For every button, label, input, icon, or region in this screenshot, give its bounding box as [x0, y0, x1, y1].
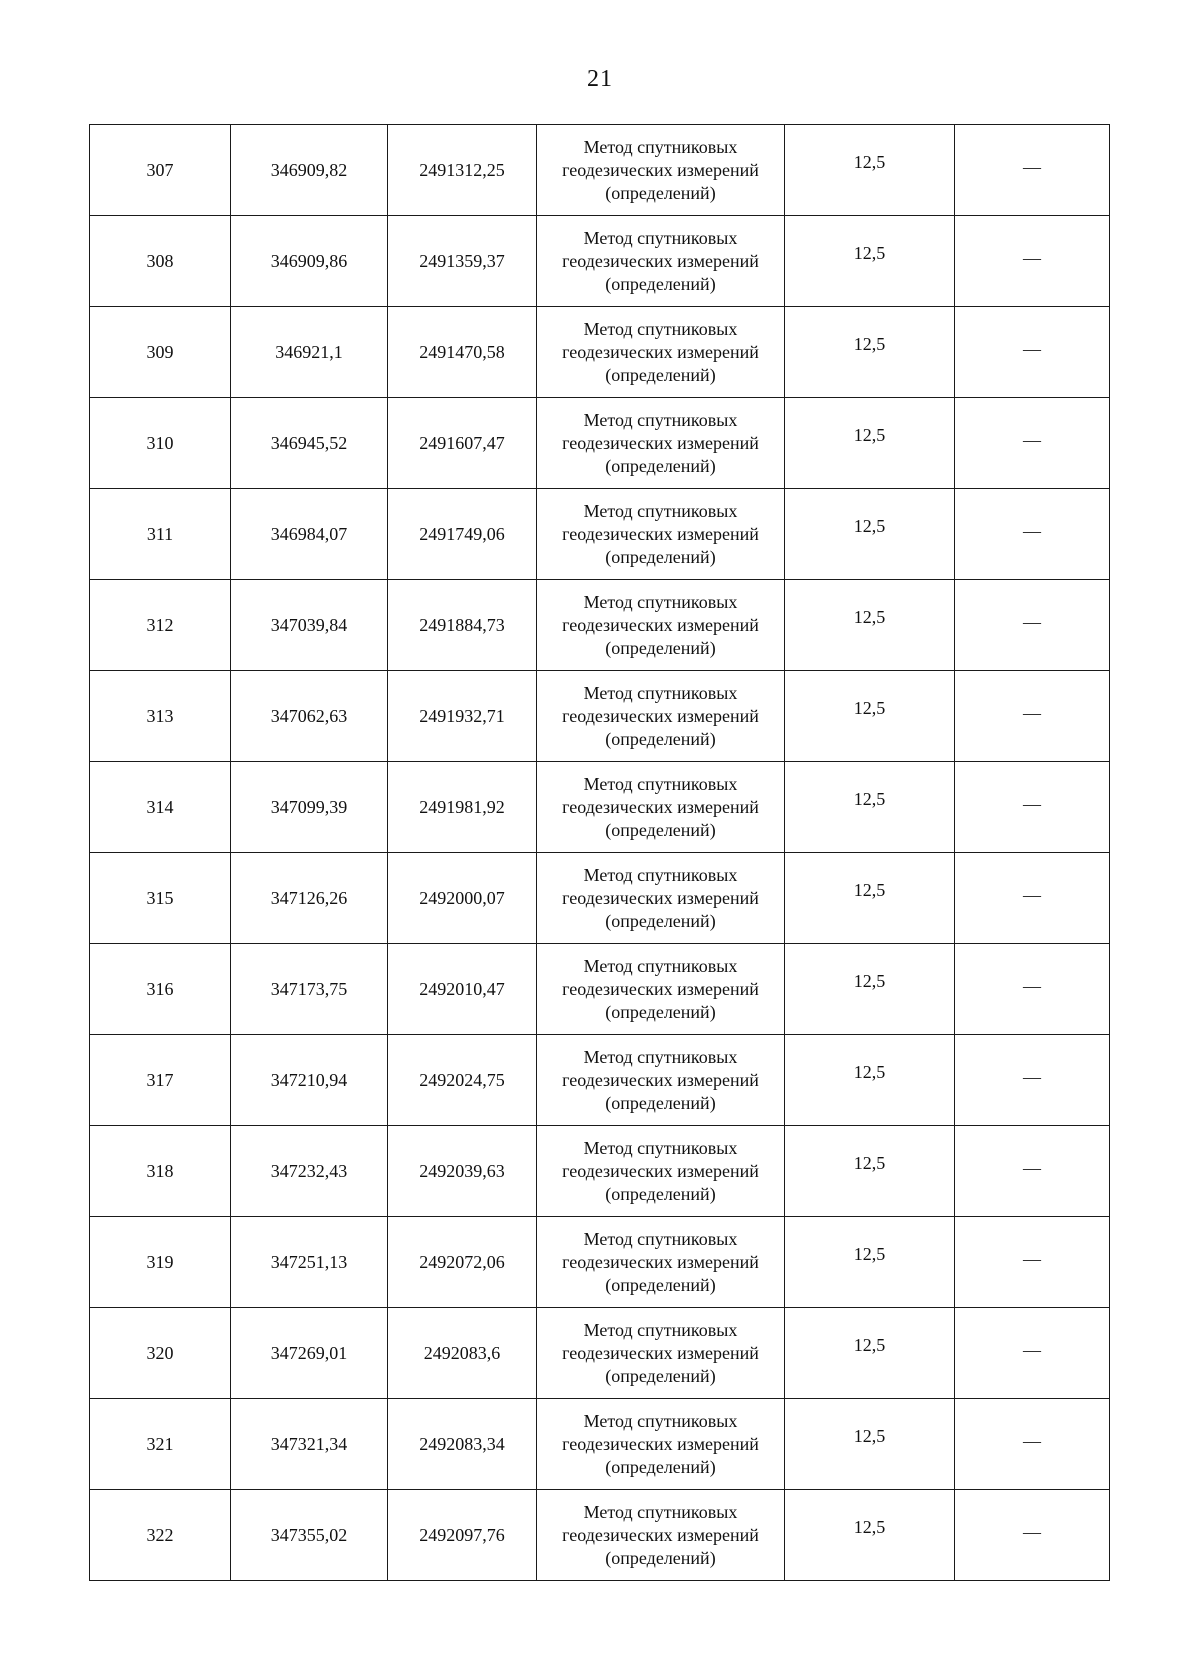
- y-coordinate-cell: [388, 944, 537, 1035]
- note-text: —: [1023, 884, 1041, 905]
- x-coordinate-cell: [231, 216, 388, 307]
- x-coordinate-cell: [231, 125, 388, 216]
- point-number-text: 318: [146, 1160, 174, 1181]
- y-coordinate-cell: [388, 853, 537, 944]
- point-number-cell: [90, 580, 231, 671]
- note-cell: [955, 671, 1110, 762]
- method-text: Метод спутниковых геодезических измерений (определений): [562, 1228, 759, 1295]
- accuracy-cell: [785, 398, 955, 489]
- method-text: Метод спутниковых геодезических измерений (определений): [562, 773, 759, 840]
- y-coordinate-cell: [388, 671, 537, 762]
- point-number-text: 321: [146, 1433, 174, 1454]
- method-cell: [537, 1217, 785, 1308]
- accuracy-text: 12,5: [853, 1152, 886, 1173]
- table-row: [90, 216, 1110, 307]
- table-row: [90, 762, 1110, 853]
- x-coordinate-text: 347355,02: [270, 1524, 348, 1545]
- x-coordinate-cell: [231, 1308, 388, 1399]
- note-text: —: [1023, 520, 1041, 541]
- y-coordinate-cell: [388, 1490, 537, 1581]
- note-text: —: [1023, 1430, 1041, 1451]
- note-cell: [955, 398, 1110, 489]
- method-cell: [537, 398, 785, 489]
- note-cell: [955, 307, 1110, 398]
- accuracy-text: 12,5: [853, 1516, 886, 1537]
- accuracy-text: 12,5: [853, 697, 886, 718]
- point-number-text: 319: [146, 1251, 174, 1272]
- point-number-cell: [90, 1217, 231, 1308]
- accuracy-cell: [785, 580, 955, 671]
- method-cell: [537, 125, 785, 216]
- point-number-text: 312: [146, 614, 174, 635]
- accuracy-cell: [785, 1035, 955, 1126]
- y-coordinate-cell: [388, 580, 537, 671]
- y-coordinate-cell: [388, 1126, 537, 1217]
- x-coordinate-cell: [231, 671, 388, 762]
- x-coordinate-text: 347210,94: [270, 1069, 348, 1090]
- method-cell: [537, 307, 785, 398]
- method-text: Метод спутниковых геодезических измерений (определений): [562, 864, 759, 931]
- point-number-text: 311: [146, 523, 174, 544]
- y-coordinate-text: 2492072,06: [419, 1251, 505, 1272]
- x-coordinate-text: 346921,1: [275, 341, 343, 362]
- x-coordinate-cell: [231, 398, 388, 489]
- x-coordinate-cell: [231, 1035, 388, 1126]
- accuracy-cell: [785, 762, 955, 853]
- x-coordinate-cell: [231, 1126, 388, 1217]
- y-coordinate-text: 2492097,76: [419, 1524, 505, 1545]
- point-number-text: 320: [146, 1342, 174, 1363]
- y-coordinate-cell: [388, 762, 537, 853]
- y-coordinate-text: 2491749,06: [419, 523, 505, 544]
- y-coordinate-text: 2491607,47: [419, 432, 505, 453]
- y-coordinate-cell: [388, 1217, 537, 1308]
- x-coordinate-cell: [231, 853, 388, 944]
- y-coordinate-text: 2492083,34: [419, 1433, 505, 1454]
- point-number-text: 322: [146, 1524, 174, 1545]
- accuracy-text: 12,5: [853, 788, 886, 809]
- method-cell: [537, 1490, 785, 1581]
- point-number-cell: [90, 944, 231, 1035]
- note-text: —: [1023, 1066, 1041, 1087]
- point-number-cell: [90, 853, 231, 944]
- table-row: [90, 1399, 1110, 1490]
- y-coordinate-cell: [388, 125, 537, 216]
- note-cell: [955, 1490, 1110, 1581]
- method-text: Метод спутниковых геодезических измерений (определений): [562, 682, 759, 749]
- accuracy-text: 12,5: [853, 1334, 886, 1355]
- note-cell: [955, 1035, 1110, 1126]
- point-number-text: 307: [146, 159, 174, 180]
- accuracy-cell: [785, 125, 955, 216]
- y-coordinate-cell: [388, 489, 537, 580]
- y-coordinate-text: 2491884,73: [419, 614, 505, 635]
- method-cell: [537, 1035, 785, 1126]
- y-coordinate-cell: [388, 1399, 537, 1490]
- method-cell: [537, 489, 785, 580]
- note-cell: [955, 1308, 1110, 1399]
- note-text: —: [1023, 611, 1041, 632]
- x-coordinate-text: 346945,52: [270, 432, 348, 453]
- y-coordinate-cell: [388, 216, 537, 307]
- y-coordinate-cell: [388, 1308, 537, 1399]
- method-text: Метод спутниковых геодезических измерений (определений): [562, 409, 759, 476]
- y-coordinate-text: 2491312,25: [419, 159, 505, 180]
- table-row: [90, 307, 1110, 398]
- table-row: [90, 1308, 1110, 1399]
- y-coordinate-text: 2492000,07: [419, 887, 505, 908]
- table-row: [90, 1217, 1110, 1308]
- point-number-text: 309: [146, 341, 174, 362]
- accuracy-text: 12,5: [853, 515, 886, 536]
- coordinates-table: [89, 124, 1110, 1581]
- note-cell: [955, 216, 1110, 307]
- accuracy-text: 12,5: [853, 333, 886, 354]
- method-text: Метод спутниковых геодезических измерений (определений): [562, 227, 759, 294]
- accuracy-cell: [785, 671, 955, 762]
- point-number-cell: [90, 1490, 231, 1581]
- note-text: —: [1023, 1521, 1041, 1542]
- x-coordinate-cell: [231, 762, 388, 853]
- accuracy-cell: [785, 216, 955, 307]
- method-cell: [537, 853, 785, 944]
- note-text: —: [1023, 338, 1041, 359]
- point-number-text: 308: [146, 250, 174, 271]
- y-coordinate-cell: [388, 398, 537, 489]
- note-text: —: [1023, 1339, 1041, 1360]
- accuracy-text: 12,5: [853, 1243, 886, 1264]
- note-cell: [955, 944, 1110, 1035]
- x-coordinate-cell: [231, 307, 388, 398]
- y-coordinate-text: 2492083,6: [423, 1342, 501, 1363]
- table-row: [90, 580, 1110, 671]
- accuracy-text: 12,5: [853, 1425, 886, 1446]
- x-coordinate-text: 346909,86: [270, 250, 348, 271]
- y-coordinate-text: 2491359,37: [419, 250, 505, 271]
- table-row: [90, 125, 1110, 216]
- point-number-cell: [90, 1126, 231, 1217]
- table-row: [90, 398, 1110, 489]
- method-text: Метод спутниковых геодезических измерений (определений): [562, 500, 759, 567]
- point-number-cell: [90, 307, 231, 398]
- method-text: Метод спутниковых геодезических измерений (определений): [562, 1137, 759, 1204]
- point-number-cell: [90, 216, 231, 307]
- accuracy-text: 12,5: [853, 151, 886, 172]
- x-coordinate-cell: [231, 1217, 388, 1308]
- y-coordinate-text: 2491470,58: [419, 341, 505, 362]
- point-number-text: 310: [146, 432, 174, 453]
- method-text: Метод спутниковых геодезических измерений (определений): [562, 591, 759, 658]
- accuracy-cell: [785, 1490, 955, 1581]
- accuracy-text: 12,5: [853, 424, 886, 445]
- method-text: Метод спутниковых геодезических измерений (определений): [562, 1501, 759, 1568]
- point-number-text: 315: [146, 887, 174, 908]
- table-row: [90, 1490, 1110, 1581]
- point-number-text: 314: [146, 796, 174, 817]
- method-cell: [537, 1308, 785, 1399]
- note-text: —: [1023, 156, 1041, 177]
- x-coordinate-text: 347062,63: [270, 705, 348, 726]
- accuracy-cell: [785, 307, 955, 398]
- accuracy-cell: [785, 853, 955, 944]
- accuracy-cell: [785, 1217, 955, 1308]
- y-coordinate-cell: [388, 1035, 537, 1126]
- point-number-cell: [90, 1399, 231, 1490]
- point-number-cell: [90, 489, 231, 580]
- note-text: —: [1023, 1157, 1041, 1178]
- method-text: Метод спутниковых геодезических измерений (определений): [562, 955, 759, 1022]
- x-coordinate-text: 347269,01: [270, 1342, 348, 1363]
- note-cell: [955, 762, 1110, 853]
- note-cell: [955, 125, 1110, 216]
- accuracy-cell: [785, 944, 955, 1035]
- accuracy-cell: [785, 489, 955, 580]
- note-text: —: [1023, 429, 1041, 450]
- x-coordinate-cell: [231, 944, 388, 1035]
- coordinates-table-body: [90, 125, 1110, 1581]
- point-number-cell: [90, 398, 231, 489]
- note-text: —: [1023, 1248, 1041, 1269]
- note-cell: [955, 1217, 1110, 1308]
- note-cell: [955, 1126, 1110, 1217]
- note-text: —: [1023, 975, 1041, 996]
- point-number-cell: [90, 671, 231, 762]
- note-cell: [955, 489, 1110, 580]
- point-number-cell: [90, 1035, 231, 1126]
- method-text: Метод спутниковых геодезических измерений (определений): [562, 1410, 759, 1477]
- y-coordinate-cell: [388, 307, 537, 398]
- page-number: 21: [587, 66, 613, 92]
- table-row: [90, 489, 1110, 580]
- method-text: Метод спутниковых геодезических измерений (определений): [562, 1319, 759, 1386]
- table-row: [90, 1035, 1110, 1126]
- accuracy-text: 12,5: [853, 242, 886, 263]
- note-text: —: [1023, 247, 1041, 268]
- x-coordinate-text: 346909,82: [270, 159, 348, 180]
- method-cell: [537, 1399, 785, 1490]
- x-coordinate-text: 347039,84: [270, 614, 348, 635]
- x-coordinate-text: 347126,26: [270, 887, 348, 908]
- point-number-text: 316: [146, 978, 174, 999]
- table-row: [90, 671, 1110, 762]
- accuracy-text: 12,5: [853, 970, 886, 991]
- method-text: Метод спутниковых геодезических измерений (определений): [562, 136, 759, 203]
- x-coordinate-text: 346984,07: [270, 523, 348, 544]
- method-cell: [537, 1126, 785, 1217]
- method-text: Метод спутниковых геодезических измерений (определений): [562, 1046, 759, 1113]
- x-coordinate-cell: [231, 580, 388, 671]
- y-coordinate-text: 2492010,47: [419, 978, 505, 999]
- point-number-cell: [90, 762, 231, 853]
- table-row: [90, 1126, 1110, 1217]
- note-cell: [955, 853, 1110, 944]
- note-text: —: [1023, 702, 1041, 723]
- accuracy-cell: [785, 1399, 955, 1490]
- note-cell: [955, 1399, 1110, 1490]
- table-row: [90, 853, 1110, 944]
- point-number-text: 313: [146, 705, 174, 726]
- y-coordinate-text: 2491932,71: [419, 705, 505, 726]
- method-cell: [537, 216, 785, 307]
- x-coordinate-text: 347099,39: [270, 796, 348, 817]
- method-cell: [537, 580, 785, 671]
- x-coordinate-cell: [231, 489, 388, 580]
- accuracy-cell: [785, 1308, 955, 1399]
- note-cell: [955, 580, 1110, 671]
- accuracy-text: 12,5: [853, 879, 886, 900]
- y-coordinate-text: 2492024,75: [419, 1069, 505, 1090]
- x-coordinate-cell: [231, 1399, 388, 1490]
- y-coordinate-text: 2492039,63: [419, 1160, 505, 1181]
- x-coordinate-text: 347173,75: [270, 978, 348, 999]
- accuracy-text: 12,5: [853, 606, 886, 627]
- x-coordinate-text: 347232,43: [270, 1160, 348, 1181]
- x-coordinate-text: 347321,34: [270, 1433, 348, 1454]
- point-number-cell: [90, 1308, 231, 1399]
- method-cell: [537, 671, 785, 762]
- x-coordinate-cell: [231, 1490, 388, 1581]
- method-cell: [537, 762, 785, 853]
- table-row: [90, 944, 1110, 1035]
- point-number-cell: [90, 125, 231, 216]
- method-text: Метод спутниковых геодезических измерений (определений): [562, 318, 759, 385]
- point-number-text: 317: [146, 1069, 174, 1090]
- accuracy-text: 12,5: [853, 1061, 886, 1082]
- method-cell: [537, 944, 785, 1035]
- y-coordinate-text: 2491981,92: [419, 796, 505, 817]
- x-coordinate-text: 347251,13: [270, 1251, 348, 1272]
- accuracy-cell: [785, 1126, 955, 1217]
- note-text: —: [1023, 793, 1041, 814]
